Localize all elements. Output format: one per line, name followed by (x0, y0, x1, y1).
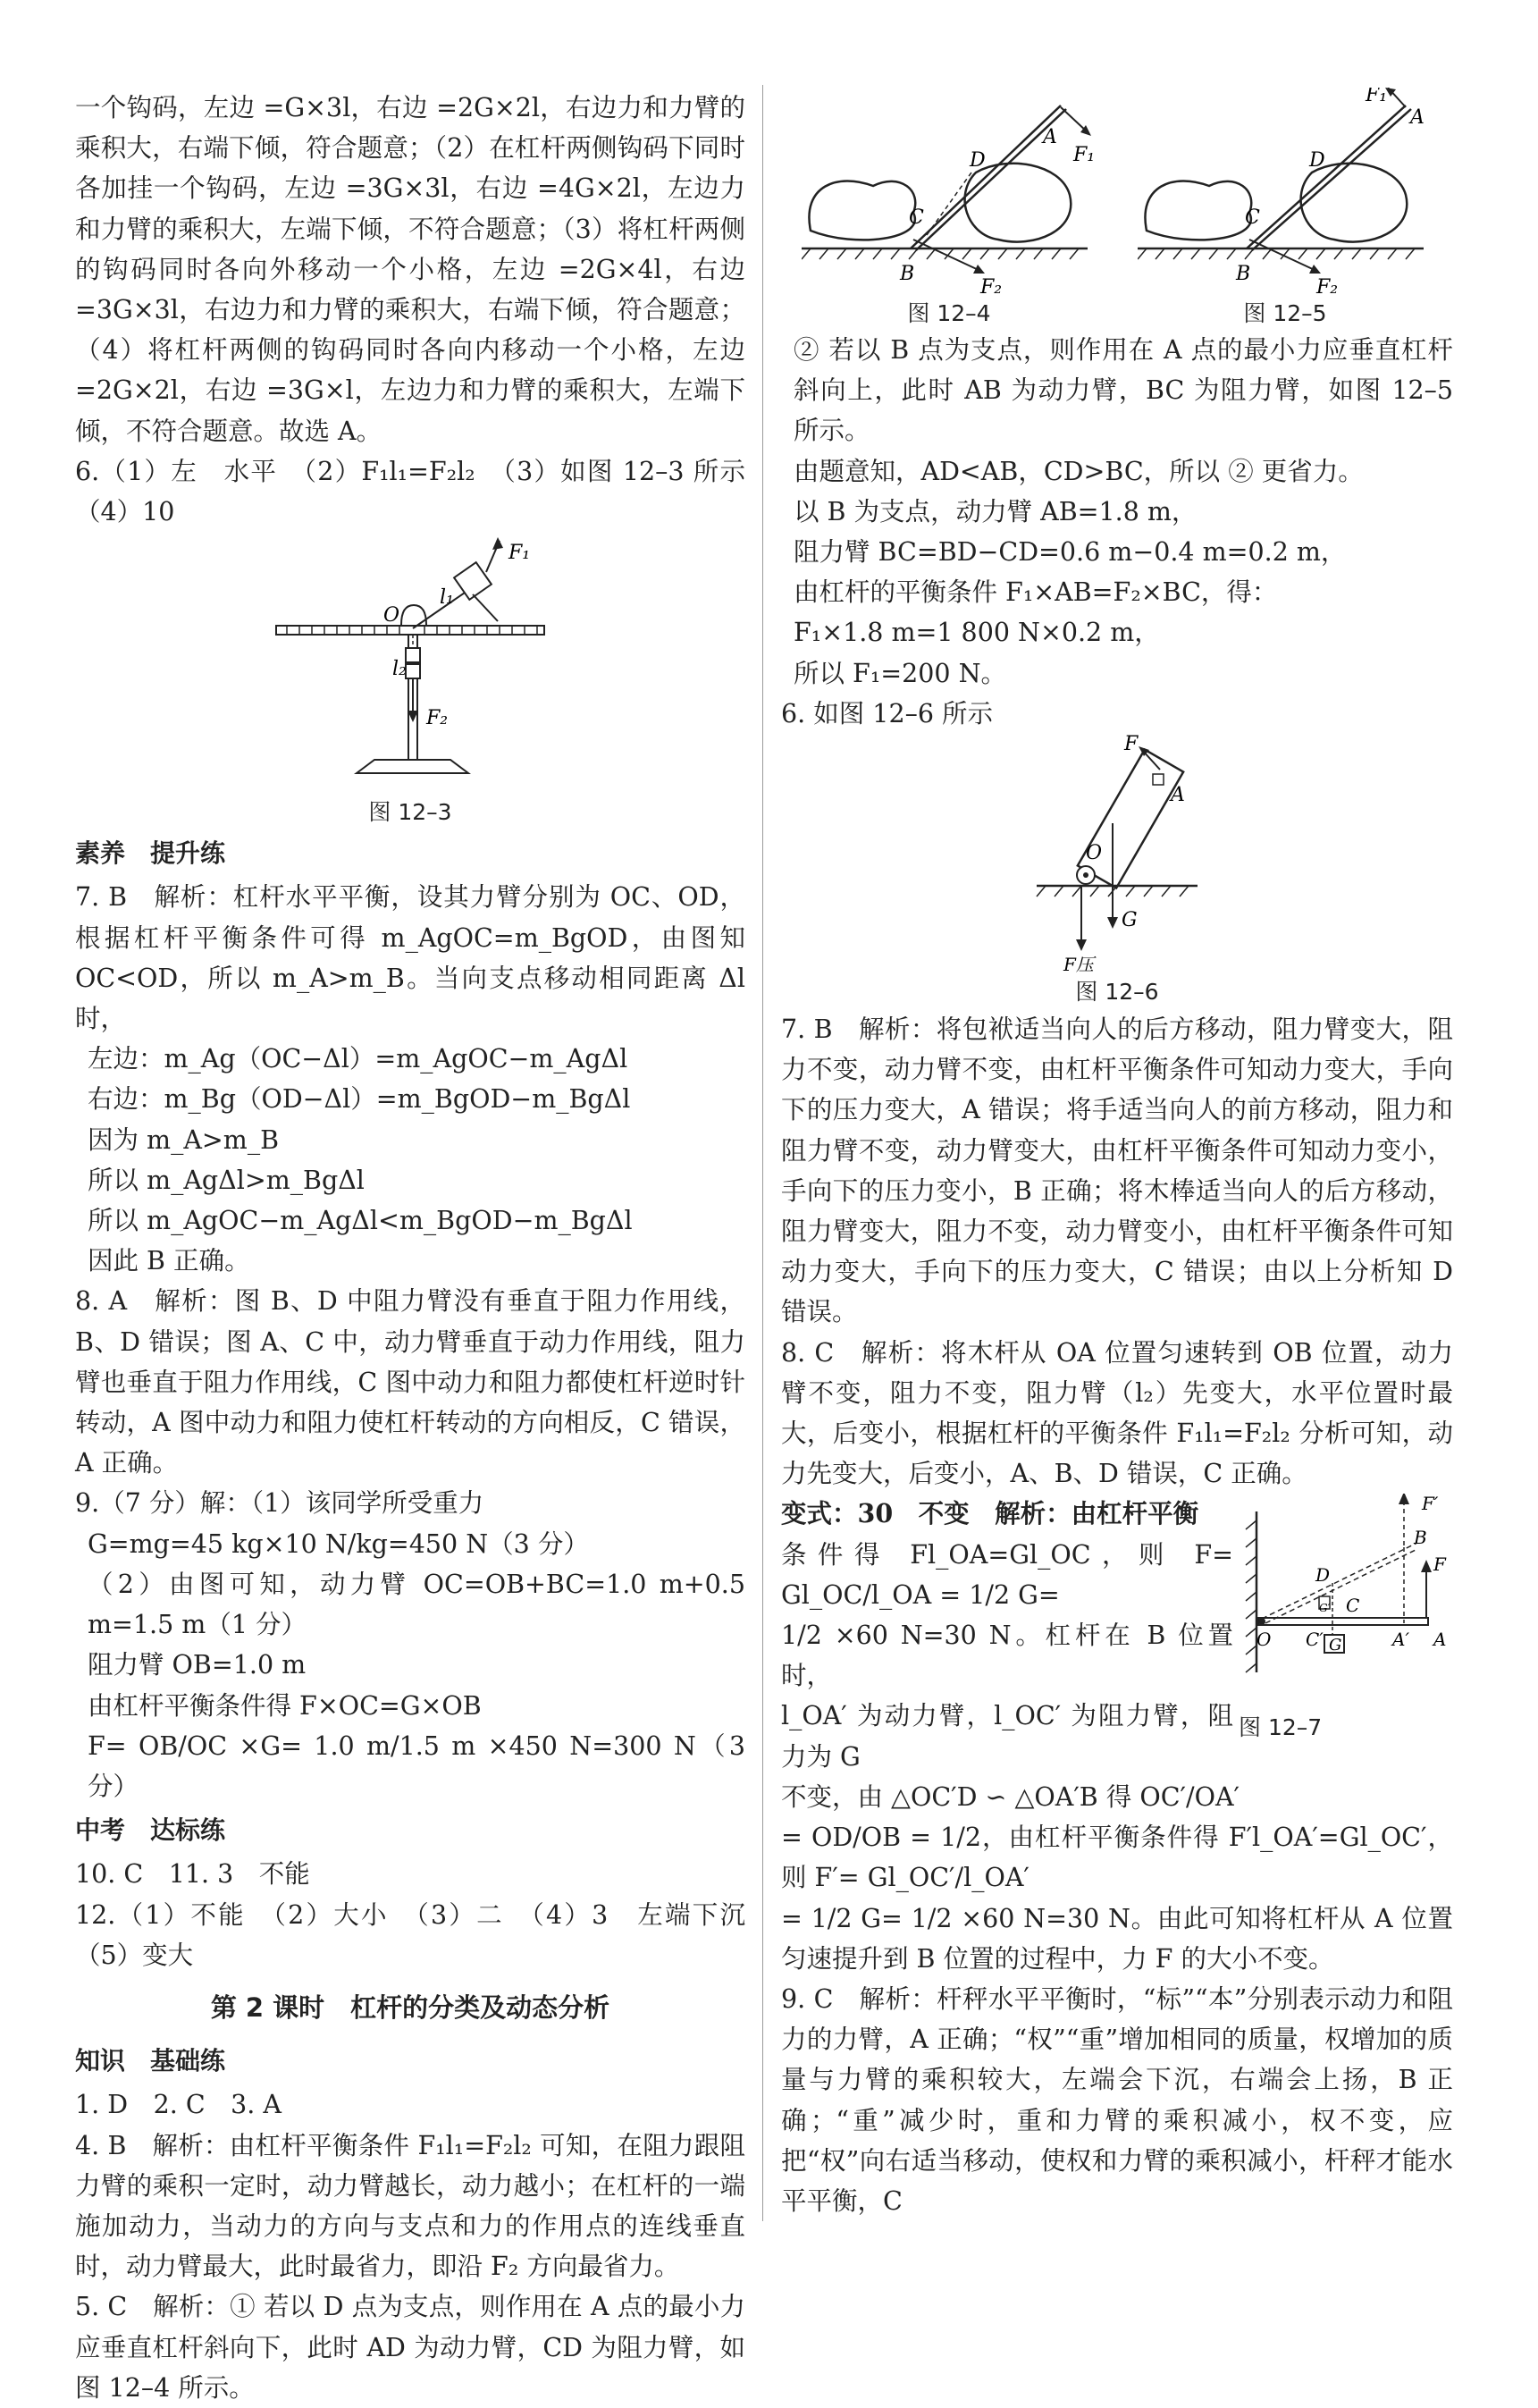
fig12-4-a: A (1043, 126, 1057, 148)
left-column (75, 88, 771, 2408)
fig12-4-f2: F₂ (980, 276, 1003, 298)
answer-7-line-4: 因为 m_A>m_B (88, 1124, 280, 1155)
fig12-7-cp: C′ (1306, 1629, 1324, 1651)
paragraph-continued: 一个钩码，左边 =G×3l，右边 =2G×2l，右边力和力臂的乘积大，右端下倾，符合题意；（2）在杠杆两侧钩码下同时各加挂一个钩码，左边 =3G×3l，右边 =4G×2l，左边力和力臂的乘积大，左端下倾，不符合题意；（3）将杠杆两侧的钩码同时各向外移动一个小格，左边 =2G×4l，右边 =3G×3l，右边力和力臂的乘积大，右端下倾，符合题意；（4）将杠杆两侧的钩码同时各向内移动一个小格，左边 =2G×2l，右边 =3G×l，左边力和力臂的乘积大，左端下倾，不符合题意。故选 A。 (75, 93, 745, 446)
figure-12-5-drawing (1138, 88, 1433, 298)
variant-line-3: 1/2 ×60 N=30 N。杠杆在 B 位置时， (781, 1621, 1233, 1691)
fig12-5-f1: F₁ (1366, 88, 1388, 106)
answer-5-cont-1: ② 若以 B 点为支点，则作用在 A 点的最小力应垂直杠杆斜向上，此时 AB 为动力臂，BC 为阻力臂，如图 12–5 所示。 (794, 335, 1453, 446)
fig12-6-a: A (1171, 784, 1185, 807)
figure-12-3 (75, 532, 745, 796)
fig12-3-o: O (383, 604, 400, 627)
fig12-4-f1: F₁ (1073, 144, 1096, 166)
answer-5: 5. C 解析：① 若以 D 点为支点，则作用在 A 点的最小力应垂直杠杆斜向下，此时 AD 为动力臂，CD 为阻力臂，如图 12–4 所示。 (75, 2292, 745, 2403)
answer-9-line-3: （2）由图可知，动力臂 OC=OB+BC=1.0 m+0.5 m=1.5 m（1 分） (88, 1569, 745, 1640)
variant-line-1: 变式：30 不变 解析：由杠杆平衡 (781, 1498, 1199, 1529)
fig12-6-g: G (1122, 909, 1138, 932)
answer-9-line-6: F= OB/OC ×G= 1.0 m/1.5 m ×450 N=300 N（3 分） (88, 1730, 745, 1801)
fig12-7-g: G (1329, 1636, 1342, 1655)
fig12-3-f2: F₂ (426, 707, 449, 730)
variant-line-4: l_OA′ 为动力臂，l_OC′ 为阻力臂，阻力为 G (781, 1701, 1233, 1772)
fig12-4-c: C (909, 206, 924, 229)
fig12-4-d: D (970, 149, 986, 172)
answer-5-cont-3: 以 B 为支点，动力臂 AB=1.8 m， (794, 496, 1198, 526)
right-column (781, 88, 1453, 2221)
fig12-6-o: O (1086, 842, 1103, 865)
variant-block (781, 1494, 1453, 1817)
section-heading-exam: 中考 达标练 (75, 1815, 226, 1846)
answer-6: 6.（1）左 水平 （2）F₁l₁=F₂l₂ （3）如图 12–3 所示 （4）10 (75, 456, 771, 527)
fig12-7-b: B (1414, 1527, 1427, 1549)
fig12-6-f: F (1124, 734, 1139, 756)
answer-5-cont-6: F₁×1.8 m=1 800 N×0.2 m， (794, 618, 1160, 648)
fig12-7-ap: A′ (1392, 1629, 1409, 1651)
answer-7-line-6: 所以 m_AgOC−m_AgΔl<m_BgOD−m_BgΔl (88, 1206, 633, 1236)
fig12-3-l2: l₂ (392, 658, 407, 681)
fig12-7-a: A (1433, 1629, 1447, 1651)
answer-7-line-2: 左边：m_Ag（OC−Δl）=m_AgOC−m_AgΔl (88, 1044, 628, 1074)
figure-12-7-drawing (1239, 1494, 1453, 1699)
variant-line-6: = OD/OB = 1/2，由杠杆平衡条件得 F′l_OA′=Gl_OC′，则 F′= Gl_OC′/l_OA′ (781, 1823, 1453, 1893)
answer-7-line-3: 右边：m_Bg（OD−Δl）=m_BgOD−m_BgΔl (88, 1084, 631, 1115)
fig12-7-c: C (1346, 1595, 1360, 1617)
variant-line-5: 不变，由 △OC′D ∽ △OA′B 得 OC′/OA′ (781, 1781, 1240, 1812)
variant-line-2: 条件得 Fl_OA=Gl_OC，则 F= Gl_OC/l_OA = 1/2 G= (781, 1539, 1233, 1610)
fig12-3-f1: F₁ (508, 542, 531, 565)
figure-12-6 (781, 734, 1453, 975)
fig12-7-o: O (1256, 1629, 1272, 1651)
figure-12-4-caption: 图 12–4 (907, 300, 991, 326)
answer-10-11: 10. C 11. 3 不能 (75, 1859, 310, 1890)
figure-12-7 (1239, 1494, 1453, 1743)
fig12-5-d: D (1309, 149, 1325, 172)
figure-12-3-caption: 图 12–3 (368, 799, 452, 826)
answer-7-line-7: 因此 B 正确。 (88, 1246, 250, 1276)
fig12-5-b: B (1236, 263, 1251, 285)
fig12-7-d: D (1315, 1564, 1331, 1587)
fig12-7-gp: G′ (1319, 1602, 1331, 1615)
answer-1-3: 1. D 2. C 3. A (75, 2090, 282, 2120)
answer-5-cont-5: 由杠杆的平衡条件 F₁×AB=F₂×BC，得： (794, 577, 1278, 608)
answer-4: 4. B 解析：由杠杆平衡条件 F₁l₁=F₂l₂ 可知，在阻力跟阻力臂的乘积一定时，动力臂越长，动力越小；在杠杆的一端施加动力，当动力的方向与支点和力的作用点的连线垂直时，动力臂最大，此时最省力，即沿 F₂ 方向最省力。 (75, 2130, 745, 2282)
figure-12-4 (802, 88, 1097, 330)
answer-5-cont-2: 由题意知，AD<AB，CD>BC，所以 ② 更省力。 (794, 456, 1364, 486)
answer-8-right: 8. C 解析：将木杆从 OA 位置匀速转到 OB 位置，动力臂不变，阻力不变，阻力臂（l₂）先变大，水平位置时最大，后变小，根据杠杆的平衡条件 F₁l₁=F₂l₂ 分析可知，动力先变大，后变小，A、B、D 错误，C 正确。 (781, 1337, 1453, 1489)
fig12-6-fp: F压 (1063, 954, 1094, 976)
figure-12-6-drawing (1028, 734, 1206, 975)
answer-6-right: 6. 如图 12–6 所示 (781, 698, 994, 728)
answer-8: 8. A 解析：图 B、D 中阻力臂没有垂直于阻力作用线，B、D 错误；图 A、C 中，动力臂垂直于动力作用线，阻力臂也垂直于阻力作用线，C 图中动力和阻力都使杠杆逆时针转动，A 图中动力和阻力使杠杆转动的方向相反，C 错误，A 正确。 (75, 1286, 745, 1478)
fig12-5-a: A (1410, 106, 1425, 129)
lesson-title: 第 2 课时 杠杆的分类及动态分析 (210, 1991, 610, 2023)
figure-12-4-drawing (802, 88, 1097, 298)
figure-12-6-caption: 图 12–6 (1075, 979, 1159, 1006)
answer-5-cont-7: 所以 F₁=200 N。 (794, 658, 1007, 688)
answer-7-line-1: 7. B 解析：杠杆水平平衡，设其力臂分别为 OC、OD，根据杠杆平衡条件可得 m_AgOC=m_BgOD，由图知 OC<OD，所以 m_A>m_B。当向支点移动相同距离 Δl 时， (75, 882, 745, 1034)
fig12-3-l1: l₁ (440, 586, 454, 610)
answer-9-line-1: 9.（7 分）解：（1）该同学所受重力 (75, 1488, 484, 1519)
fig12-5-f2: F₂ (1316, 276, 1339, 298)
fig12-7-f: F (1433, 1553, 1446, 1576)
figures-12-4-12-5 (781, 88, 1453, 330)
variant-line-7: = 1/2 G= 1/2 ×60 N=30 N。由此可知将杠杆从 A 位置匀速提升到 B 位置的过程中，力 F 的大小不变。 (781, 1903, 1453, 1974)
answer-9-line-4: 阻力臂 OB=1.0 m (88, 1650, 307, 1680)
answer-12: 12.（1）不能 （2）大小 （3）二 （4）3 左端下沉 （5）变大 (75, 1899, 771, 1970)
answer-7-right: 7. B 解析：将包袱适当向人的后方移动，阻力臂变大，阻力不变，动力臂不变，由杠杆平衡条件可知动力变大，手向下的压力变大，A 错误；将手适当向人的前方移动，阻力和阻力臂不变，动力臂变大，由杠杆平衡条件可知动力变小，手向下的压力变小，B 正确；将木棒适当向人的后方移动，阻力臂变大，阻力不变，动力臂变小，由杠杆平衡条件可知动力变大，手向下的压力变大，C 错误；由以上分析知 D 错误。 (781, 1015, 1453, 1327)
section-heading-basic: 知识 基础练 (75, 2046, 226, 2076)
figure-12-7-caption: 图 12–7 (1239, 1713, 1323, 1740)
answer-9-right: 9. C 解析：杆秤水平平衡时，“标”“本”分别表示动力和阻力的力臂，A 正确；“权”“重”增加相同的质量，权增加的质量与力臂的乘积较大，左端会下沉，右端会上扬，B 正确；“重”减少时，重和力臂的乘积减小，权不变，应把“权”向右适当移动，使权和力臂的乘积减小，杆秤才能水平平衡，C (781, 1983, 1453, 2216)
figure-12-3-drawing (258, 532, 562, 796)
answer-9-line-5: 由杠杆平衡条件得 F×OC=G×OB (88, 1690, 482, 1721)
fig12-4-b: B (900, 263, 915, 285)
section-heading-improve: 素养 提升练 (75, 838, 226, 869)
figure-12-5-caption: 图 12–5 (1243, 300, 1327, 326)
fig12-5-c: C (1245, 206, 1260, 229)
answer-5-cont-4: 阻力臂 BC=BD−CD=0.6 m−0.4 m=0.2 m， (794, 537, 1347, 568)
figure-12-5 (1138, 88, 1433, 330)
fig12-7-fp: F′ (1422, 1494, 1439, 1515)
answer-7-line-5: 所以 m_AgΔl>m_BgΔl (88, 1165, 365, 1195)
answer-9-line-2: G=mg=45 kg×10 N/kg=450 N（3 分） (88, 1528, 589, 1559)
